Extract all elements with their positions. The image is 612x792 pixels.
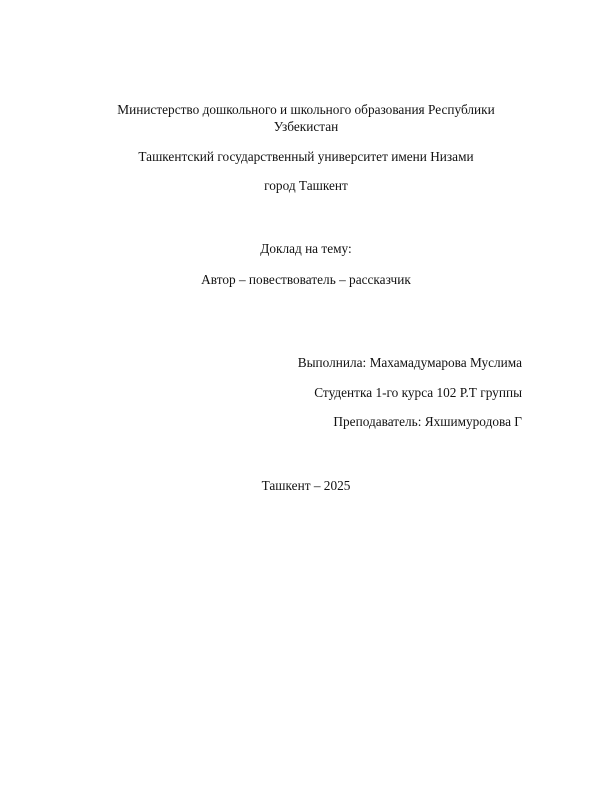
report-topic: Автор – повествователь – рассказчик — [201, 272, 411, 287]
student-info: Студентка 1-го курса 102 Р.Т группы — [314, 385, 522, 400]
report-label: Доклад на тему: — [260, 241, 352, 256]
ministry-line-2: Узбекистан — [273, 119, 339, 134]
university-name: Ташкентский государственный университет имени Низами — [138, 149, 474, 164]
city-year: Ташкент – 2025 — [261, 478, 351, 493]
teacher-info: Преподаватель: Яхшимуродова Г — [333, 414, 522, 429]
city-name: город Ташкент — [264, 178, 348, 193]
performed-by: Выполнила: Махамадумарова Муслима — [297, 355, 522, 370]
ministry-line-1: Министерство дошкольного и школьного образования Республики — [117, 102, 495, 117]
